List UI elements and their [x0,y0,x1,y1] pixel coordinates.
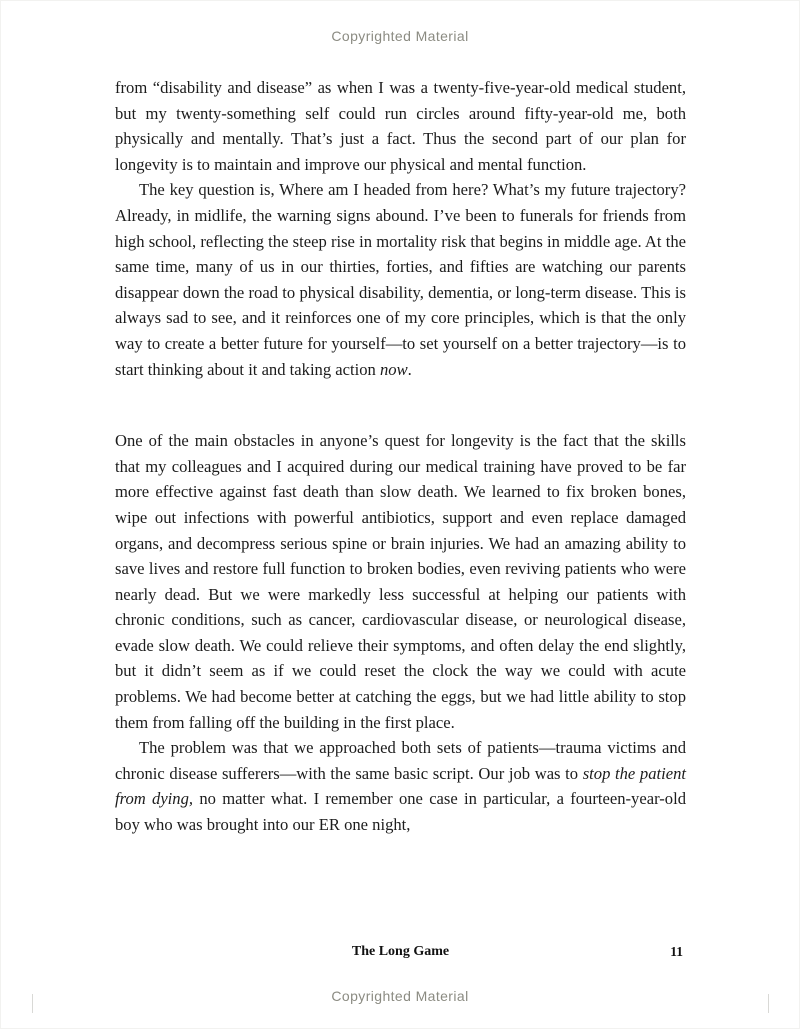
page-footer [115,944,686,962]
paragraph [115,177,686,382]
copyright-notice-bottom: Copyrighted Material [331,988,469,1004]
page-number: 11 [670,944,683,959]
running-title: The Long Game [351,944,450,959]
paragraph-text: from “disability and disease” as when I was a twenty-five-year-old medical student, but my twenty-something self could run circles around fifty-year-old me, both physically and mentally. That’s just a fact. Thus the second part of our plan for longevity is to maintain and improve our physical and mental function. [115,78,686,174]
paragraph [115,428,686,735]
paragraph-text: . [407,359,412,379]
paragraph [115,75,686,177]
paragraph-text: The problem was that we approached both sets of patients—trauma victims and chronic disease sufferers—with the same basic script. Our job was to [115,738,686,783]
paragraph-text: no matter what. I remember one case in particular, a fourteen-year-old boy who was brought into our ER one night, [115,789,686,835]
italic-text: now [380,359,408,379]
paragraph-text: One of the main obstacles in anyone’s quest for longevity is the fact that the skills that my colleagues and I acquired during our medical training have proved to be far more effective against fast death than slow death. We learned to fix broken bones, wipe out infections with powerful antibiotics, support and even replace damaged organs, and decompress serious spine or brain injuries. We had an amazing ability to save lives and restore full function to broken bodies, even reviving patients who were nearly dead. But we were markedly less successful at helping our patients with chronic conditions, such as cancer, cardiovascular disease, or neurological disease, evade slow death. We could relieve their symptoms, and often delay the end slightly, but it didn’t seem as if we could reset the clock the way we could with acute problems. We had become better at catching the eggs, but we had little ability to stop them from falling off the building in the first place. [115,431,686,732]
italic-text: stop the patient from dying, [115,763,686,809]
paragraph-text: The key question is, Where am I headed from here? What’s my future trajectory? Already, in midlife, the warning signs abound. I’ve been to funerals for friends from high school, reflecting the steep rise in mortality risk that begins in middle age. At the same time, many of us in our thirties, forties, and fifties are watching our parents disappear down the road to physical disability, dementia, or long-term disease. This is always sad to see, and it reinforces one of my core principles, which is that the only way to create a better future for yourself—to set yourself on a better trajectory—is to start thinking about it and taking action [115,180,686,379]
copyright-notice-top: Copyrighted Material [331,28,469,44]
body-text [115,75,686,838]
paragraph [115,735,686,837]
